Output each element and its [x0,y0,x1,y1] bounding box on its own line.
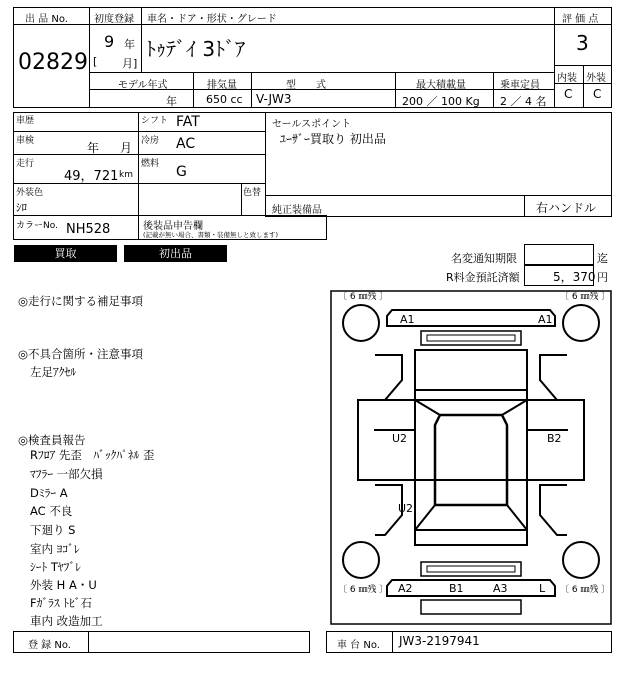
right-front-fender [540,355,567,400]
capacity: 2 ／ 4 名 [500,95,547,108]
mileage-unit: km [119,170,133,180]
rear-panel [421,600,521,614]
capacity-label: 乗車定員 [500,80,540,91]
inspector-line: Rﾌﾛｱ 先歪 ﾊﾞｯｸﾊﾟﾈﾙ 歪 [30,448,155,462]
aftermarket-note: (記載が無い場合、書類・装備無しと致します) [143,231,279,239]
defects-title: ◎不具合箇所・注意事項 [18,347,144,361]
recycle-label: R料金預託済額 [446,271,520,284]
exterior-color: ｼﾛ [16,201,27,214]
tire-tread-rr: 〔 6 ㎜残 〕 [560,585,611,595]
driving-notes-title: ◎走行に関する補足事項 [18,294,144,308]
tire-front-right [563,305,599,341]
chassis-no-label: 車 台 No. [337,640,380,651]
tag-purchase: 買取 [14,245,117,262]
model-type: V-JW3 [256,92,292,106]
interior-label: 内装 [557,73,577,84]
recycle-amount: 5，370 [553,270,596,284]
interior-grade: C [564,87,573,101]
inspection-month-unit: 月 [120,141,133,155]
fuel-label: 燃料 [141,159,160,169]
mileage-label: 走行 [16,159,35,169]
defect-line: 左足ｱｸｾﾙ [30,365,76,379]
color-no: NH528 [66,222,111,237]
tire-front-left [343,305,379,341]
rear-mid-left-code: B1 [449,582,464,595]
overall-grade: 3 [576,31,589,55]
model-type-label: 型 式 [286,80,326,91]
first-registration-label: 初度登録 [94,14,134,25]
model-year-unit: 年 [166,95,177,108]
car-name-label: 車名・ドア・形状・グレード [147,14,277,25]
tire-rear-left [343,542,379,578]
inspector-line: 下廻り S [30,523,76,537]
inspector-report-title: ◎検査員報告 [18,433,86,447]
tire-tread-fr: 〔 6 ㎜残 〕 [560,292,611,302]
shift-value: FAT [176,114,200,130]
mileage: 49，721 [64,169,119,184]
right-door-code: B2 [547,432,562,445]
displacement: 650 cc [206,93,243,106]
exterior-color-label: 外装色 [16,188,44,198]
steering-side: 右ハンドル [536,201,597,215]
car-condition-diagram [330,290,612,625]
tire-rear-right [563,542,599,578]
recycle-unit: 円 [597,271,608,284]
lot-no: 02829 [18,50,88,75]
sales-point: ﾕｰｻﾞｰ買取り 初出品 [280,132,386,146]
name-change-label: 名変通知期限 [451,252,517,265]
chassis-no: JW3-2197941 [399,634,480,648]
tag-first-listing: 初出品 [124,245,227,262]
front-bumper-right-code: A1 [538,313,553,326]
ac-value: AC [176,136,196,152]
rear-left-code: A2 [398,582,413,595]
month-bracket: [ [93,55,98,68]
inspector-line: 車内 改造加工 [30,614,103,628]
left-rear-code: U2 [398,502,414,515]
grade-label: 評 価 点 [562,14,599,25]
tire-tread-fl: 〔 6 ㎜残 〕 [338,292,389,302]
inspector-line: ｼｰﾄ Tﾔﾌﾞﾚ [30,560,81,574]
year-unit: 年 [124,38,135,51]
right-rear-fender [540,485,567,535]
registration-no-label: 登 録 No. [28,640,71,651]
sales-point-label: セールスポイント [272,119,352,130]
aftermarket-label: 後装品申告欄 [143,221,203,232]
exterior-grade: C [593,87,602,101]
tire-tread-rl: 〔 6 ㎜残 〕 [338,585,389,595]
history-label: 車歴 [16,116,35,126]
exterior-label: 外装 [586,73,606,84]
rear-window [415,530,527,545]
car-name: ﾄｩﾃﾞｲ 3ﾄﾞｱ [146,37,246,61]
rear-garnish [427,566,515,572]
inspector-line: Fｶﾞﾗｽ ﾄﾋﾞ石 [30,596,93,610]
pillar-lines [415,400,527,530]
windshield-area [415,350,527,390]
max-load: 200 ／ 100 Kg [402,95,480,108]
grille [427,335,515,341]
roof-panel [435,415,507,505]
fuel-value: G [176,164,187,180]
shift-label: シフト [141,116,169,126]
left-door-code: U2 [392,432,408,445]
rear-hatch [421,562,521,576]
inspector-line: 室内 ﾖｺﾞﾚ [30,542,80,556]
lot-no-label: 出 品 No. [25,14,68,25]
color-no-label: カラーNo. [16,221,58,231]
details-left-box [13,112,266,216]
name-change-unit: 迄 [597,252,608,265]
ac-label: 冷房 [141,136,160,146]
color-change-label: 色替 [243,188,262,198]
max-load-label: 最大積載量 [416,80,466,91]
inspector-line: AC 不良 [30,504,73,518]
rear-right-code: L [539,582,546,595]
inspector-line: ﾏﾌﾗｰ 一部欠損 [30,467,103,481]
first-registration-year: 9 [104,32,115,51]
month-unit: 月] [122,57,138,70]
name-change-box [524,244,594,265]
inspector-line: 外装 H A・U [30,578,97,592]
options-label: 純正装備品 [272,205,322,216]
displacement-label: 排気量 [207,80,237,91]
inspection-label: 車検 [16,136,35,146]
inspection-year-unit: 年 [87,141,100,155]
hood-front [421,331,521,345]
model-year-label: モデル年式 [118,80,168,91]
inspector-line: Dﾐﾗｰ A [30,486,68,500]
left-front-fender [375,355,402,400]
rear-mid-right-code: A3 [493,582,508,595]
front-bumper-left-code: A1 [400,313,415,326]
